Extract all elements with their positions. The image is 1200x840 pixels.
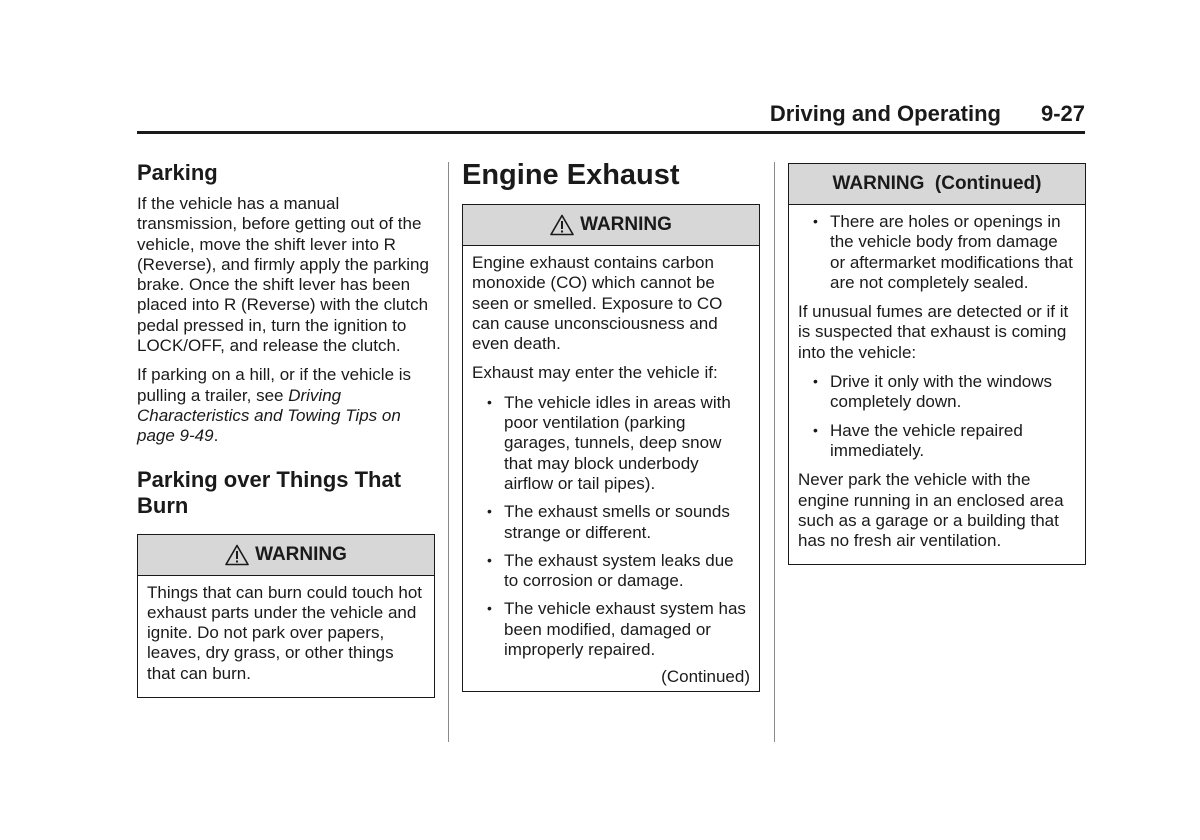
warning-text: Things that can burn could touch hot exhaust parts under the vehicle and ignite. Do not park over papers, leaves, dry grass, or other things that can burn.	[147, 582, 423, 683]
warning-box-burn	[137, 534, 435, 698]
parking-paragraph-2	[137, 365, 435, 446]
bullet-icon: •	[813, 373, 818, 390]
cross-reference-link[interactable]: Driving Characteristics and Towing Tips on page 9-49	[137, 385, 401, 446]
header-right	[770, 101, 1085, 127]
warning-box-exhaust	[462, 204, 760, 692]
heading-parking: Parking	[137, 160, 218, 185]
list-item	[798, 372, 1076, 413]
bullet-icon: •	[813, 213, 818, 229]
warning-box-continued	[788, 163, 1086, 565]
heading-parking-over-things: Parking over Things That Burn	[137, 466, 402, 518]
warning-header	[463, 205, 759, 246]
warning-continued-label: WARNING (Continued)	[832, 173, 1042, 194]
exhaust-bullet-list	[472, 393, 750, 661]
column-3	[788, 163, 1086, 565]
continued-paragraph-1: If unusual fumes are detected or if it is suspected that exhaust is coming into the vehicle:	[798, 302, 1069, 362]
parking-paragraph-2-end: .	[213, 426, 219, 446]
list-item-text: The exhaust smells or sounds strange or different.	[504, 502, 730, 542]
list-item-text: Have the vehicle repaired immediately.	[830, 420, 1023, 460]
list-item	[472, 502, 750, 543]
list-item-text: The vehicle idles in areas with poor ventilation (parking garages, tunnels, deep snow that may block underbody airflow or tail pipes).	[504, 392, 731, 493]
bullet-icon: •	[487, 600, 492, 617]
list-item-text: Drive it only with the windows completely down.	[830, 372, 1053, 412]
list-item-text: The exhaust system leaks due to corrosion or damage.	[504, 550, 734, 591]
list-item	[472, 551, 750, 592]
list-item	[798, 421, 1076, 462]
exhaust-paragraph-1: Engine exhaust contains carbon monoxide (CO) which cannot be seen or smelled. Exposure to CO can cause unconsciousness and even death.	[472, 253, 723, 354]
exhaust-paragraph-2: Exhaust may enter the vehicle if:	[472, 363, 718, 383]
column-divider	[774, 162, 775, 742]
list-item	[472, 599, 750, 660]
page-number: 9-27	[1040, 101, 1085, 126]
warning-label: WARNING	[580, 214, 672, 235]
continued-bullet-list-top	[798, 212, 1076, 293]
parking-paragraph-1: If the vehicle has a manual transmission, before getting out of the vehicle, move the shift lever into R (Reverse), and firmly apply the parking brake. Once the shift lever has been placed into R (Reverse) with the clutch pedal pressed in, turn the ignition to LOCK/OFF, and release the clutch.	[137, 194, 429, 356]
section-title: Driving and Operating	[769, 101, 1001, 126]
warning-body	[463, 246, 759, 691]
list-item	[798, 212, 1076, 293]
warning-body	[138, 576, 434, 697]
header-rule	[137, 131, 1085, 134]
bullet-icon: •	[487, 393, 492, 410]
continued-bullet-list	[798, 372, 1076, 461]
warning-body	[789, 205, 1085, 564]
list-item-text: The vehicle exhaust system has been modified, damaged or improperly repaired.	[504, 599, 746, 660]
heading-engine-exhaust: Engine Exhaust	[462, 159, 680, 191]
parking-paragraph-2-start: If parking on a hill, or if the vehicle is pulling a trailer, see	[137, 365, 412, 405]
list-item	[472, 393, 750, 494]
page-header	[137, 98, 1085, 134]
column-2	[462, 158, 760, 692]
bullet-icon: •	[813, 421, 818, 438]
column-1	[137, 158, 435, 698]
column-divider	[448, 162, 449, 742]
warning-header	[789, 164, 1085, 205]
list-item-text: There are holes or openings in the vehicle body from damage or aftermarket modifications that are not completely sealed.	[830, 212, 1073, 292]
warning-triangle-icon	[225, 544, 249, 566]
warning-header	[138, 535, 434, 576]
bullet-icon: •	[487, 503, 492, 520]
warning-label: WARNING	[255, 543, 347, 565]
warning-triangle-icon	[550, 214, 574, 236]
continued-paragraph-2: Never park the vehicle with the engine running in an enclosed area such as a garage or a building that has no fresh air ventilation.	[798, 470, 1064, 551]
bullet-icon: •	[487, 551, 492, 568]
continued-label: (Continued)	[661, 667, 750, 687]
